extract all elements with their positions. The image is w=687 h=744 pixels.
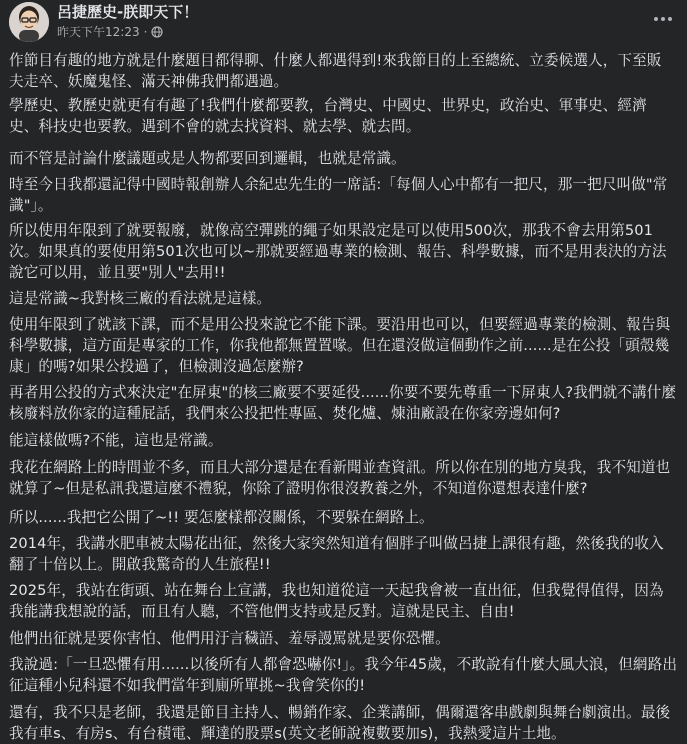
globe-icon[interactable] xyxy=(151,26,163,38)
post-paragraph-1: 作節目有趣的地方就是什麼題目都得聊、什麼人都遇得到!來我節目的上至總統、立委候選人，下至販 夫走卒、妖魔鬼怪、滿天神佛我們都遇過。 xyxy=(9,52,662,90)
post-paragraph-6: 這是常識~我對核三廠的看法就是這樣。 xyxy=(9,290,272,307)
post-paragraph-14: 他們出征就是要你害怕、他們用汙言穢語、羞辱謾罵就是要你恐懼。 xyxy=(9,630,450,647)
post-paragraph-4: 時至今日我都還記得中國時報創辦人余紀忠先生的一席話:「每個人心中都有一把尺，那一把尺叫做"常 識"」。 xyxy=(9,176,668,214)
meta-separator: · xyxy=(143,25,148,39)
post-header xyxy=(0,0,687,50)
post-paragraph-8: 再者用公投的方式來決定"在屏東"的核三廠要不要延役......你要不要先尊重一下屏東人?我們就不講什麼 核廢料放你家的這種屁話，我們來公投把性專區、焚化爐、煉油廠設在你家旁邊如何? xyxy=(9,384,677,422)
post-paragraph-10: 我花在網路上的時間並不多，而且大部分還是在看新聞並查資訊。所以你在別的地方臭我，我不知道也 就算了~但是私訊我還這麼不禮貌，你除了證明你很沒教養之外，不知道你還想表達什麼? xyxy=(9,459,671,497)
author-avatar[interactable] xyxy=(9,2,49,42)
post-paragraph-13: 2025年，我站在街頭、站在舞台上宣講，我也知道從這一天起我會被一直出征，但我覺得值得，因為 我能講我想說的話，而且有人聽，不管他們支持或是反對。這就是民主、自由! xyxy=(9,582,664,620)
more-options-button[interactable] xyxy=(649,8,677,30)
post-paragraph-2: 學歷史、教歷史就更有有趣了!我們什麼都要教，台灣史、中國史、世界史，政治史、軍事史、經濟 史、科技史也要教。遇到不會的就去找資料、就去學、就去問。 xyxy=(9,97,647,135)
post-paragraph-11: 所以......我把它公開了~!! 要怎麼樣都沒關係，不要躲在網路上。 xyxy=(9,509,434,526)
post-paragraph-16: 還有，我不只是老師，我還是節目主持人、暢銷作家、企業講師，偶爾還客串戲劇與舞台劇演出。最後 我有車s、有房s、有台積電、輝達的股票s(英文老師說複數要加s)，我熱愛這片土地。 xyxy=(9,704,671,742)
avatar-portrait-icon xyxy=(9,2,49,42)
post-paragraph-12: 2014年，我講水肥車被太陽花出征，然後大家突然知道有個胖子叫做呂捷上課很有趣，然後我的收入 翻了十倍以上。開啟我驚奇的人生旅程!! xyxy=(9,535,664,573)
more-options-icon xyxy=(653,16,673,22)
post-paragraph-7: 使用年限到了就該下課，而不是用公投來說它不能下課。要沿用也可以，但要經過專業的檢測、報告與 科學數據，這方面是專家的工作，你我他都無置置喙。但在還沒做這個動作之前......是在公投「頭殼幾 康」的嗎?如果公投過了，但檢測沒過怎麼辦? xyxy=(9,316,671,375)
post-paragraph-9: 能這樣做嗎?不能，這也是常識。 xyxy=(9,432,223,449)
post-paragraph-15: 我說過:「一旦恐懼有用......以後所有人都會恐嚇你!」。我今年45歲，不敢說有什麼大風大浪，但網路出 征這種小兒科還不如我們當年到廁所單挑~我會笑你的! xyxy=(9,656,678,694)
post-paragraph-3: 而不管是討論什麼議題或是人物都要回到邏輯，也就是常識。 xyxy=(9,150,406,167)
post-paragraph-5: 所以使用年限到了就要報廢，就像高空彈跳的繩子如果設定是可以使用500次，那我不會去用第501 次。如果真的要使用第501次也可以~那就要經過專業的檢測、報告、科學數據，而不是用表決的方法 說它可以用，並且要"別人"去用!! xyxy=(9,222,667,281)
post-timestamp[interactable]: 昨天下午12:23 xyxy=(57,25,140,39)
author-name[interactable]: 呂捷歷史-朕即天下！ xyxy=(57,3,199,21)
post-meta xyxy=(57,24,163,40)
